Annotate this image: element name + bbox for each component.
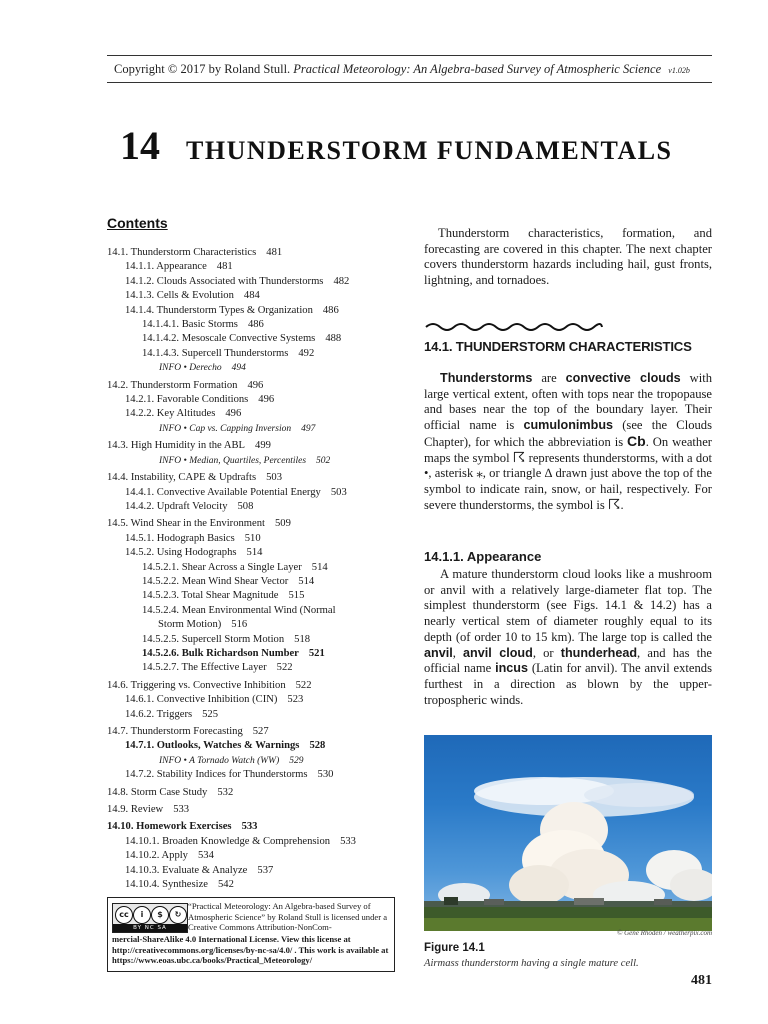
toc-entry-label: Storm Motion) xyxy=(158,619,222,631)
license-text-top: “Practical Meteorology: An Algebra-based Survey of Atmospheric Science” by Roland Stull is licensed under a Creative Commons Attribution-NonCom- xyxy=(188,901,388,932)
toc-entry-label: 14.1. Thunderstorm Characteristics xyxy=(107,247,257,258)
toc-entry-page: 533 xyxy=(241,821,258,833)
copyright-text: Copyright © 2017 by Roland Stull. xyxy=(114,62,291,76)
toc-entry-page: 528 xyxy=(309,740,326,752)
toc-entry-page: 515 xyxy=(288,590,305,602)
toc-entry xyxy=(107,575,407,589)
toc-entry xyxy=(107,471,407,485)
toc-entry xyxy=(107,864,407,878)
cloud-scene xyxy=(424,735,712,931)
toc-entry xyxy=(107,739,407,753)
page-number: 481 xyxy=(691,973,712,988)
toc-entry-label: 14.2. Thunderstorm Formation xyxy=(107,379,238,391)
toc-entry xyxy=(107,289,407,303)
toc-entry xyxy=(107,407,407,421)
toc-entry xyxy=(107,347,407,361)
toc-entry-page: 514 xyxy=(311,561,328,573)
term-anvil-cloud: anvil cloud xyxy=(463,645,533,660)
toc-entry xyxy=(107,439,407,453)
toc-entry xyxy=(107,486,407,500)
toc-entry xyxy=(107,517,407,531)
photo-credit: © Gene Rhoden / weatherpix.com xyxy=(617,929,712,937)
toc-entry-label: 14.5.2.6. Bulk Richardson Number xyxy=(142,647,299,659)
toc-entry-label: 14.4. Instability, CAPE & Updrafts xyxy=(107,472,257,484)
license-box xyxy=(107,897,395,972)
toc-entry-page: 522 xyxy=(276,662,293,674)
chapter-title: THUNDERSTORM FUNDAMENTALS xyxy=(186,136,673,165)
toc-entry-page: 533 xyxy=(173,804,190,816)
by-icon: i xyxy=(133,906,151,924)
toc-entry-label: 14.2.1. Favorable Conditions xyxy=(125,394,249,406)
toc-entry-label: 14.6. Triggering vs. Convective Inhibition xyxy=(107,679,286,691)
toc-entry xyxy=(107,849,407,863)
toc-entry xyxy=(107,604,407,618)
toc-entry-label: 14.1.2. Clouds Associated with Thunderstorms xyxy=(125,275,324,287)
toc-entry xyxy=(107,379,407,393)
license-strip: BY NC SA xyxy=(113,924,187,932)
toc-entry xyxy=(107,246,407,260)
nc-icon: $ xyxy=(151,906,169,924)
toc-entry-page: 488 xyxy=(325,333,342,345)
term-thunderhead: thunderhead xyxy=(560,645,638,660)
toc-entry-label: 14.9. Review xyxy=(107,804,164,816)
toc-entry xyxy=(107,546,407,560)
contents-heading: Contents xyxy=(107,215,168,231)
toc-entry xyxy=(107,260,407,274)
toc-entry-page: 534 xyxy=(197,850,214,862)
toc-entry-label: 14.5.2.2. Mean Wind Shear Vector xyxy=(142,575,289,587)
toc-entry-page: 529 xyxy=(289,755,304,766)
toc-entry-page: 530 xyxy=(317,769,334,781)
toc-entry-label: 14.7.2. Stability Indices for Thunderstorms xyxy=(125,769,308,781)
severe-thunderstorm-symbol-icon: ☈ xyxy=(607,496,621,513)
toc-entry-label: 14.4.1. Convective Available Potential Energy xyxy=(125,486,321,498)
chapter-number: 14 xyxy=(120,123,160,168)
toc-entry-label: 14.5. Wind Shear in the Environment xyxy=(107,518,265,530)
term-cumulonimbus: cumulonimbus xyxy=(523,418,614,433)
toc-entry-page: 537 xyxy=(257,864,274,876)
toc-entry-page: 516 xyxy=(231,619,248,631)
wave-divider-icon xyxy=(424,320,604,334)
figure-label: Figure 14.1 xyxy=(424,942,485,954)
license-text-bottom: mercial-ShareAlike 4.0 International License. View this license at http://creativecommons.org/licenses/by-nc-sa/4.0/ . This work is available at https://www.eoas.ubc.ca/books/Practical_Meteorology/ xyxy=(112,934,389,965)
term-thunderstorms: Thunderstorms xyxy=(440,371,533,385)
toc-entry-page: 523 xyxy=(287,694,304,706)
toc-entry xyxy=(107,768,407,782)
toc-entry-page: 514 xyxy=(298,575,315,587)
toc-entry xyxy=(107,393,407,407)
toc-entry-label: 14.6.2. Triggers xyxy=(125,708,193,720)
toc-entry-page: 503 xyxy=(266,472,282,484)
book-title: Practical Meteorology: An Algebra-based Survey of Atmospheric Science xyxy=(293,62,662,76)
toc-entry-page: 486 xyxy=(247,319,264,331)
toc-entry-page: 502 xyxy=(316,455,331,466)
term-convective-clouds: convective clouds xyxy=(565,371,681,385)
toc-entry-label: 14.1.3. Cells & Evolution xyxy=(125,290,234,302)
running-header xyxy=(114,62,714,77)
toc-entry-label: 14.10.2. Apply xyxy=(125,850,188,862)
sa-icon: ↻ xyxy=(169,906,187,924)
table-of-contents xyxy=(107,246,407,892)
figure-caption: Airmass thunderstorm having a single mature cell. xyxy=(424,958,639,969)
toc-entry xyxy=(107,500,407,514)
section-paragraph: Thunderstorms are convective clouds with large vertical extent, often with tops near the tropopause and bases near the top of the boundary layer. Their official name is cumulonimbus (see the Clouds Chapter), for which the abbreviation is Cb. On weather maps the symbol ☈ represents thunderstorms, with a dot •, asterisk ⁎, or triangle ∆ drawn just above the top of the symbol to indicate rain, snow, or hail, respectively. For severe thunderstorms, the symbol is ☈. xyxy=(424,371,712,513)
toc-entry-label: 14.5.1. Hodograph Basics xyxy=(125,532,235,544)
toc-entry xyxy=(107,532,407,546)
toc-entry-label: INFO • A Tornado Watch (WW) xyxy=(159,755,280,766)
toc-entry xyxy=(107,803,407,817)
toc-entry xyxy=(107,422,407,436)
toc-entry xyxy=(107,561,407,575)
toc-entry-label: 14.10.1. Broaden Knowledge & Comprehension xyxy=(125,835,331,847)
toc-entry-label: 14.4.2. Updraft Velocity xyxy=(125,500,228,512)
version-label: v1.02b xyxy=(668,66,690,75)
toc-entry-label: 14.10.3. Evaluate & Analyze xyxy=(125,864,248,876)
toc-entry-label: 14.5.2.1. Shear Across a Single Layer xyxy=(142,561,302,573)
toc-entry xyxy=(107,647,407,661)
toc-entry xyxy=(107,679,407,693)
toc-entry-label: 14.1.1. Appearance xyxy=(125,261,207,273)
toc-entry-label: 14.5.2.3. Total Shear Magnitude xyxy=(142,590,279,602)
toc-entry-page: 499 xyxy=(255,440,271,452)
toc-entry-page: 486 xyxy=(322,304,339,316)
section-heading: 14.1. THUNDERSTORM CHARACTERISTICS xyxy=(424,339,692,354)
toc-entry-page: 542 xyxy=(217,879,234,891)
toc-entry xyxy=(107,725,407,739)
toc-entry-page: 497 xyxy=(301,423,316,434)
cc-icon: cc xyxy=(115,906,133,924)
toc-entry-page: 518 xyxy=(294,633,311,645)
toc-entry xyxy=(107,589,407,603)
term-anvil: anvil xyxy=(424,645,453,660)
header-rule-bottom xyxy=(107,82,712,83)
toc-entry-label: 14.1.4.3. Supercell Thunderstorms xyxy=(142,347,289,359)
toc-entry-page: 492 xyxy=(298,347,315,359)
toc-entry-page: 481 xyxy=(266,247,283,258)
toc-entry xyxy=(107,332,407,346)
toc-entry-page: 496 xyxy=(225,408,242,420)
toc-entry xyxy=(107,708,407,722)
toc-entry xyxy=(107,318,407,332)
toc-entry-label: INFO • Derecho xyxy=(159,363,222,374)
toc-entry-label: 14.10.4. Synthesize xyxy=(125,879,208,891)
toc-entry-label: 14.3. High Humidity in the ABL xyxy=(107,440,246,452)
toc-entry xyxy=(107,693,407,707)
toc-entry-page: 494 xyxy=(231,363,246,374)
toc-entry-label: 14.7. Thunderstorm Forecasting xyxy=(107,726,243,737)
toc-entry-page: 532 xyxy=(217,786,234,798)
toc-entry-page: 522 xyxy=(295,679,312,691)
thunderstorm-photo xyxy=(424,735,712,931)
toc-entry xyxy=(107,786,407,800)
toc-entry xyxy=(107,754,407,768)
toc-entry xyxy=(107,835,407,849)
toc-entry-label: 14.1.4.2. Mesoscale Convective Systems xyxy=(142,333,316,345)
toc-entry xyxy=(107,820,407,834)
toc-entry-page: 521 xyxy=(308,647,325,659)
toc-entry xyxy=(107,878,407,892)
toc-entry-page: 509 xyxy=(274,518,291,530)
toc-entry xyxy=(107,454,407,468)
toc-entry-page: 514 xyxy=(246,547,263,559)
toc-entry-page: 481 xyxy=(216,261,233,273)
toc-entry-label: 14.1.4. Thunderstorm Types & Organization xyxy=(125,304,313,316)
intro-paragraph: Thunderstorm characteristics, formation, and forecasting are covered in this chapter. The next chapter covers thunderstorm hazards including hail, gust fronts, lightning, and tornadoes. xyxy=(424,226,712,287)
toc-entry xyxy=(107,304,407,318)
toc-entry-page: 527 xyxy=(252,726,269,737)
thunderstorm-symbol-icon: ☈ xyxy=(512,449,526,466)
toc-entry-label: 14.1.4.1. Basic Storms xyxy=(142,319,238,331)
term-cb: Cb xyxy=(627,432,646,449)
toc-entry-label: 14.5.2.4. Mean Environmental Wind (Normal xyxy=(142,604,336,616)
toc-entry-page: 482 xyxy=(333,275,350,287)
term-incus: incus xyxy=(495,661,528,676)
toc-entry-page: 503 xyxy=(330,486,347,498)
toc-entry-page: 508 xyxy=(237,500,254,512)
toc-entry-page: 496 xyxy=(258,394,275,406)
toc-entry-page: 484 xyxy=(243,290,260,302)
subsection-heading: 14.1.1. Appearance xyxy=(424,549,542,564)
appearance-paragraph: A mature thunderstorm cloud looks like a mushroom or anvil with a relatively large-diameter flat top. The simplest thunderstorm (see Figs. 14.1 & 14.2) has a nearly vertical stem of diameter roughly equal to its depth (of order 10 to 15 km). The large top is called the anvil, anvil cloud, or thunderhead, and has the official name incus (Latin for anvil). The anvil extends furthest in a direction as blown by the upper-tropospheric winds. xyxy=(424,567,713,707)
toc-entry-label: 14.5.2.5. Supercell Storm Motion xyxy=(142,633,285,645)
toc-entry-label: INFO • Cap vs. Capping Inversion xyxy=(159,423,292,434)
toc-entry-label: INFO • Median, Quartiles, Percentiles xyxy=(159,455,307,466)
toc-entry-label: 14.7.1. Outlooks, Watches & Warnings xyxy=(125,740,300,752)
toc-entry-page: 496 xyxy=(247,379,264,391)
toc-entry-page: 533 xyxy=(340,835,356,847)
toc-entry-page: 525 xyxy=(202,708,218,720)
toc-entry xyxy=(107,361,407,375)
toc-entry xyxy=(107,661,407,675)
toc-entry-label: 14.10. Homework Exercises xyxy=(107,821,232,833)
toc-entry-label: 14.6.1. Convective Inhibition (CIN) xyxy=(125,694,278,706)
creative-commons-logo xyxy=(112,903,188,933)
toc-entry-label: 14.5.2. Using Hodographs xyxy=(125,547,237,559)
toc-entry-label: 14.2.2. Key Altitudes xyxy=(125,408,216,420)
toc-entry xyxy=(107,275,407,289)
header-rule-top xyxy=(107,55,712,56)
chapter-heading xyxy=(120,122,673,169)
toc-entry-label: 14.5.2.7. The Effective Layer xyxy=(142,662,267,674)
toc-entry-label: 14.8. Storm Case Study xyxy=(107,786,208,798)
toc-entry-page: 510 xyxy=(244,532,261,544)
toc-entry xyxy=(107,618,407,632)
toc-entry xyxy=(107,633,407,647)
